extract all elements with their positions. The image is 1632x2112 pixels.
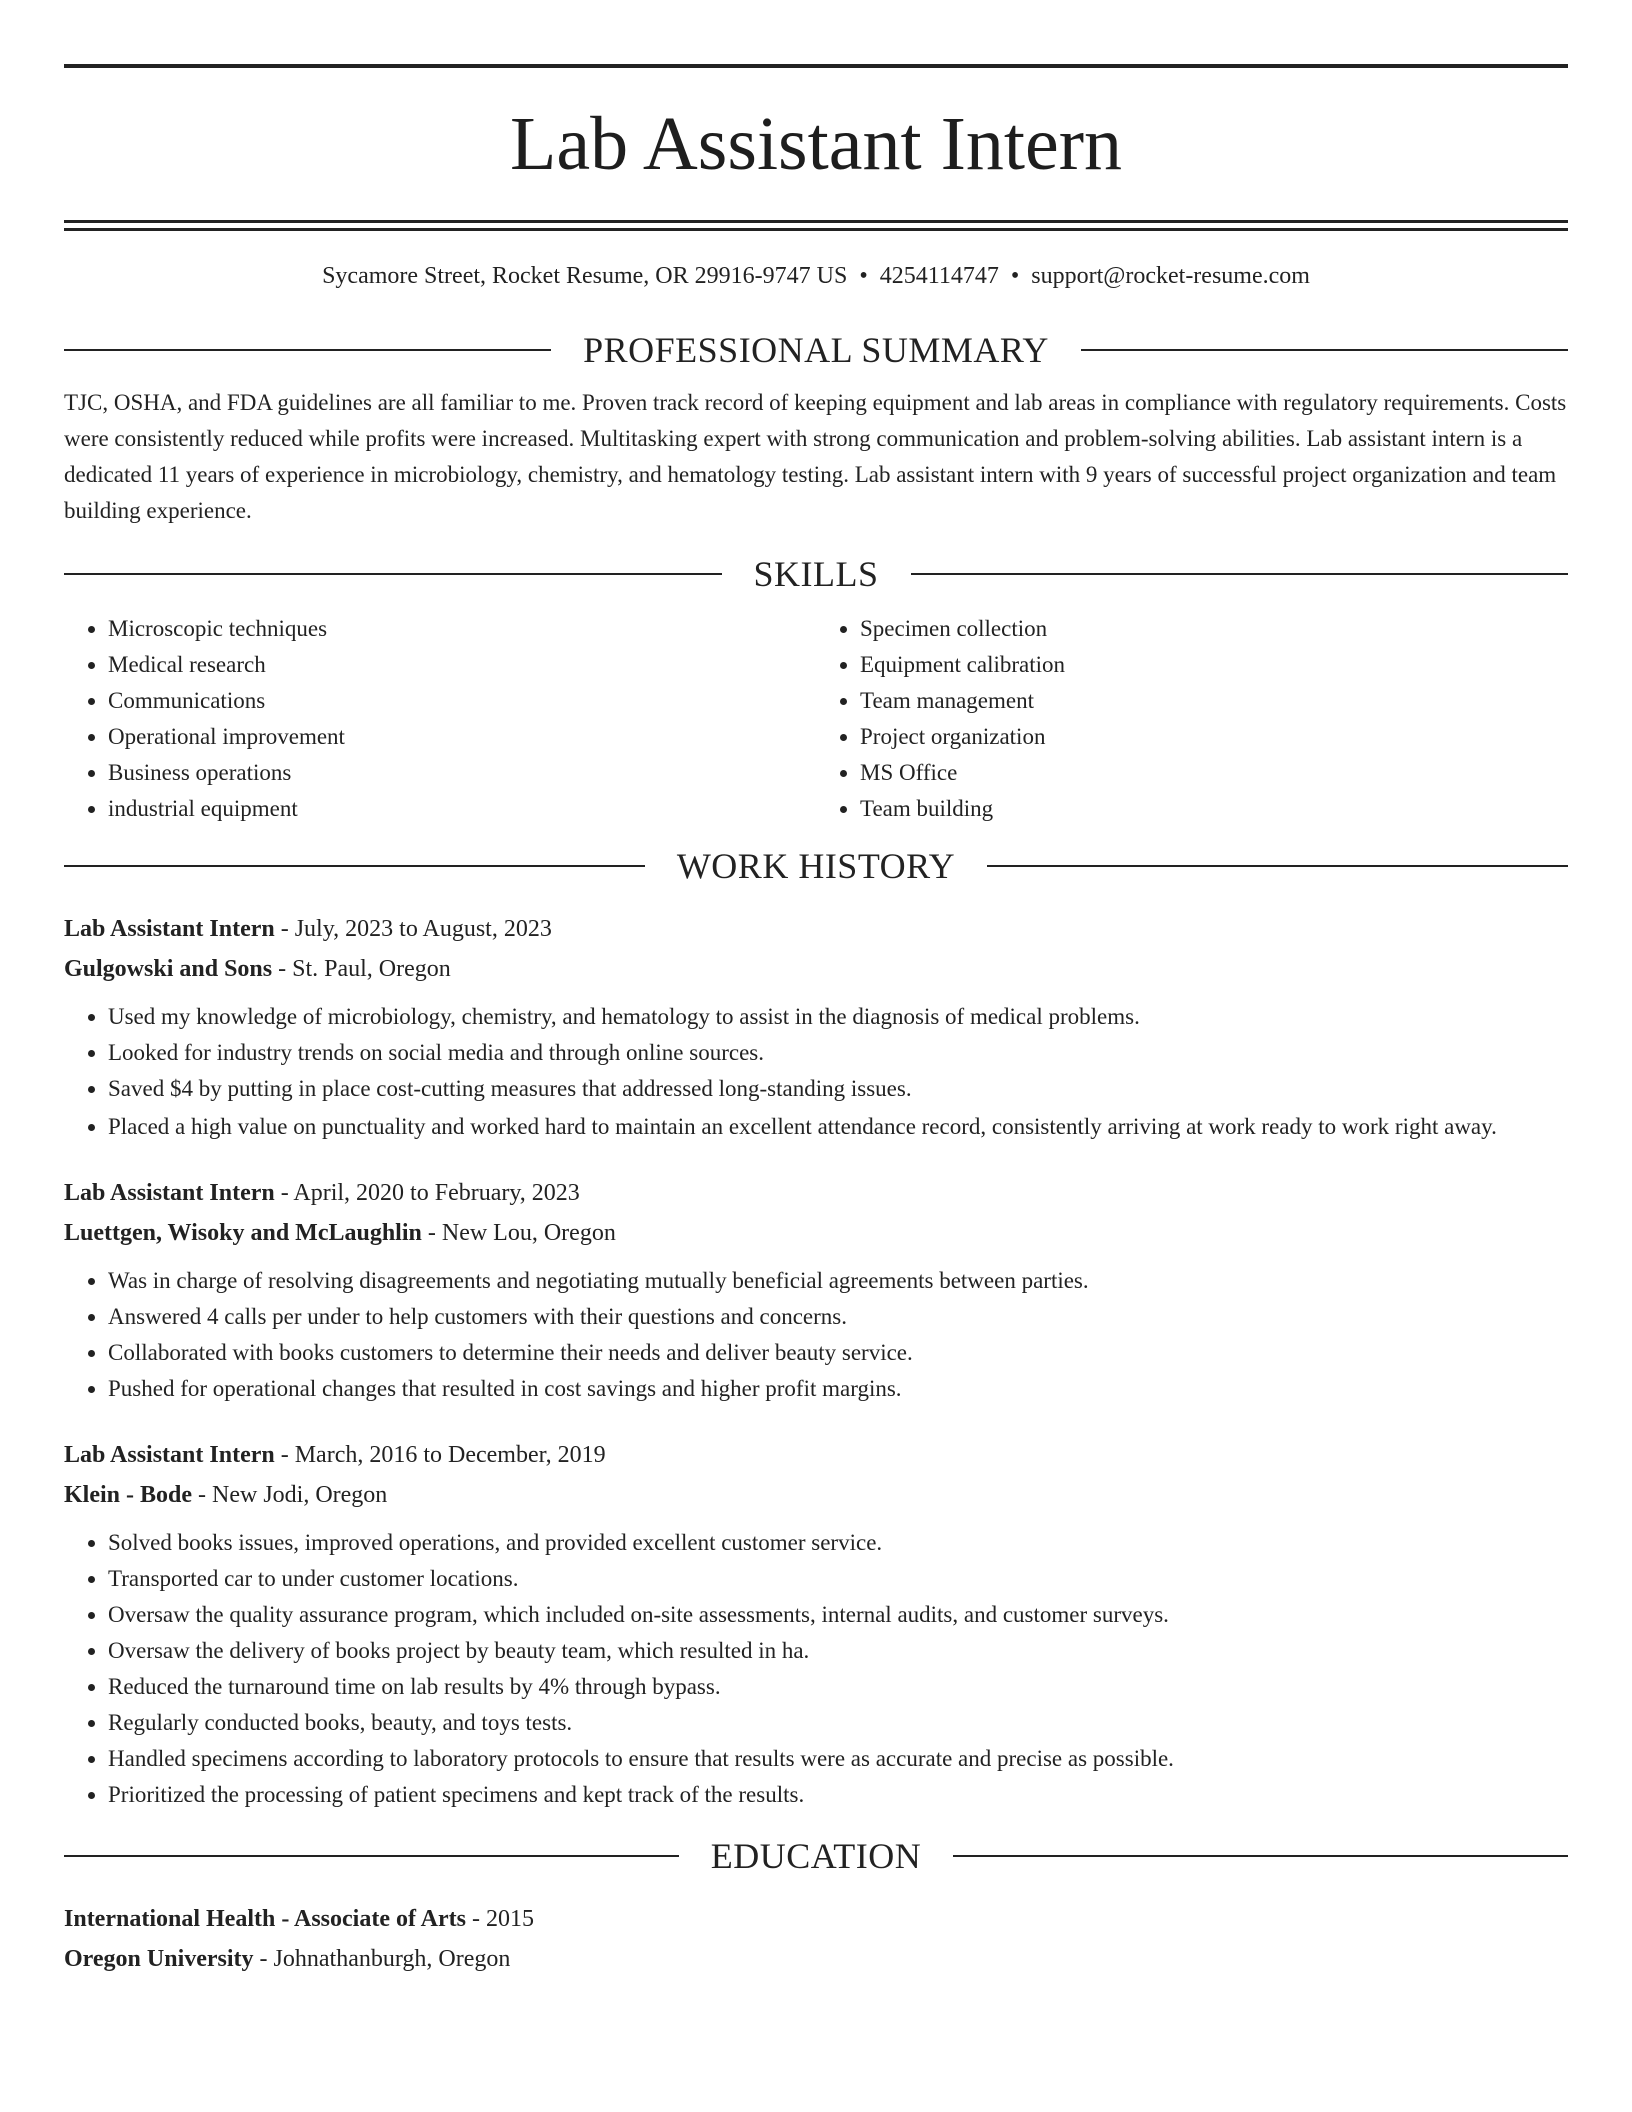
- job-bullet: • Handled specimens according to laboratory protocols to ensure that results were as accurate and precise as possible.: [108, 1741, 1568, 1777]
- job-bullet: • Placed a high value on punctuality and worked hard to maintain an excellent attendance record, consistently arriving at work ready to work right away.: [108, 1109, 1568, 1145]
- education-heading-row: [64, 1833, 1568, 1879]
- skill-item: • MS Office: [860, 755, 1568, 791]
- education-year: - 2015: [465, 1906, 534, 1932]
- job-company: Luettgen, Wisoky and McLaughlin: [64, 1220, 422, 1246]
- job-company: Klein - Bode: [64, 1482, 193, 1508]
- education-degree: International Health - Associate of Arts: [64, 1906, 466, 1932]
- job-bullets: [64, 1263, 1568, 1407]
- skill-item: • Operational improvement: [108, 719, 816, 755]
- heading-rule: [64, 349, 551, 351]
- job-company-line: [64, 949, 1568, 989]
- heading-rule: [911, 573, 1569, 575]
- heading-rule: [953, 1855, 1568, 1857]
- contact-separator: •: [859, 263, 868, 289]
- job-dates: - March, 2016 to December, 2019: [274, 1442, 606, 1468]
- education-heading: EDUCATION: [710, 1836, 922, 1876]
- skill-item: • Equipment calibration: [860, 647, 1568, 683]
- page-title: Lab Assistant Intern: [509, 102, 1123, 186]
- job-title: Lab Assistant Intern: [64, 1442, 275, 1468]
- contact-address: Sycamore Street, Rocket Resume, OR 29916-9747 US: [322, 263, 848, 289]
- skill-item: • Specimen collection: [860, 611, 1568, 647]
- heading-rule: [64, 1855, 679, 1857]
- education-location: - Johnathanburgh, Oregon: [253, 1946, 511, 1972]
- job-company-line: [64, 1475, 1568, 1515]
- skill-item: • industrial equipment: [108, 791, 816, 827]
- job-title-line: [64, 1173, 1568, 1213]
- job-entry: [64, 1435, 1568, 1813]
- summary-text: TJC, OSHA, and FDA guidelines are all familiar to me. Proven track record of keeping equipment and lab areas in compliance with regulatory requirements. Costs were consistently reduced while profits were increased. Multitasking expert with strong communication and problem-solving abilities. Lab assistant intern is a dedicated 11 years of experience in microbiology, chemistry, and hematology testing. Lab assistant intern with 9 years of successful project organization and team building experience.: [64, 390, 1567, 523]
- work-heading: WORK HISTORY: [676, 846, 956, 886]
- job-bullet: • Pushed for operational changes that resulted in cost savings and higher profit margins.: [108, 1371, 1568, 1407]
- job-bullet: • Was in charge of resolving disagreements and negotiating mutually beneficial agreements between parties.: [108, 1263, 1568, 1299]
- job-location: - New Lou, Oregon: [421, 1220, 616, 1246]
- job-bullet: • Used my knowledge of microbiology, chemistry, and hematology to assist in the diagnosis of medical problems.: [108, 999, 1568, 1035]
- job-bullet: • Oversaw the delivery of books project by beauty team, which resulted in ha.: [108, 1633, 1568, 1669]
- job-bullets: [64, 1525, 1568, 1813]
- job-bullet: • Prioritized the processing of patient specimens and kept track of the results.: [108, 1777, 1568, 1813]
- skill-item: • Microscopic techniques: [108, 611, 816, 647]
- skills-list: [64, 611, 1568, 827]
- skill-item: • Communications: [108, 683, 816, 719]
- education-degree-line: [64, 1899, 1568, 1939]
- heading-rule: [64, 865, 645, 867]
- contact-line: [64, 259, 1568, 293]
- job-bullet: • Transported car to under customer locations.: [108, 1561, 1568, 1597]
- top-rule: [64, 64, 1568, 68]
- skills-column-left: [64, 611, 816, 827]
- contact-separator: •: [1010, 263, 1020, 289]
- skill-item: • Project organization: [860, 719, 1568, 755]
- job-bullet: • Saved $4 by putting in place cost-cutting measures that addressed long-standing issues.: [108, 1071, 1568, 1107]
- skill-item: • Medical research: [108, 647, 816, 683]
- skill-item: • Team building: [860, 791, 1568, 827]
- job-bullet: • Oversaw the quality assurance program, which included on-site assessments, internal audits, and customer surveys.: [108, 1597, 1568, 1633]
- education-school-line: [64, 1939, 1568, 1979]
- resume-page: [64, 64, 1568, 1979]
- summary-heading-row: [64, 327, 1568, 373]
- job-bullets: [64, 999, 1568, 1145]
- job-location: - St. Paul, Oregon: [272, 956, 451, 982]
- contact-email: support@rocket-resume.com: [1031, 263, 1310, 289]
- job-entry: [64, 1173, 1568, 1407]
- job-bullet: • Answered 4 calls per under to help customers with their questions and concerns.: [108, 1299, 1568, 1335]
- job-company: Gulgowski and Sons: [64, 956, 273, 982]
- heading-rule: [987, 865, 1568, 867]
- job-bullet: • Looked for industry trends on social media and through online sources.: [108, 1035, 1568, 1071]
- job-title: Lab Assistant Intern: [64, 1180, 275, 1206]
- education-school: Oregon University: [64, 1946, 254, 1972]
- job-title: Lab Assistant Intern: [64, 916, 275, 942]
- job-company-line: [64, 1213, 1568, 1253]
- job-title-line: [64, 909, 1568, 949]
- job-title-line: [64, 1435, 1568, 1475]
- skills-heading-row: [64, 551, 1568, 597]
- heading-rule: [64, 573, 722, 575]
- summary-heading: PROFESSIONAL SUMMARY: [583, 330, 1049, 370]
- heading-rule: [1081, 349, 1568, 351]
- job-dates: - April, 2020 to February, 2023: [274, 1180, 580, 1206]
- job-location: - New Jodi, Oregon: [192, 1482, 388, 1508]
- job-dates: - July, 2023 to August, 2023: [274, 916, 552, 942]
- skills-heading: SKILLS: [753, 554, 879, 594]
- skill-item: • Team management: [860, 683, 1568, 719]
- job-bullet: • Collaborated with books customers to determine their needs and deliver beauty service.: [108, 1335, 1568, 1371]
- education-entry: [64, 1899, 1568, 1979]
- contact-phone: 4254114747: [879, 263, 999, 289]
- title-double-rule: [64, 220, 1568, 231]
- work-heading-row: [64, 843, 1568, 889]
- job-entry: [64, 909, 1568, 1145]
- job-bullet: • Reduced the turnaround time on lab results by 4% through bypass.: [108, 1669, 1568, 1705]
- job-bullet: • Regularly conducted books, beauty, and toys tests.: [108, 1705, 1568, 1741]
- skill-item: • Business operations: [108, 755, 816, 791]
- skills-column-right: [816, 611, 1568, 827]
- job-bullet: • Solved books issues, improved operations, and provided excellent customer service.: [108, 1525, 1568, 1561]
